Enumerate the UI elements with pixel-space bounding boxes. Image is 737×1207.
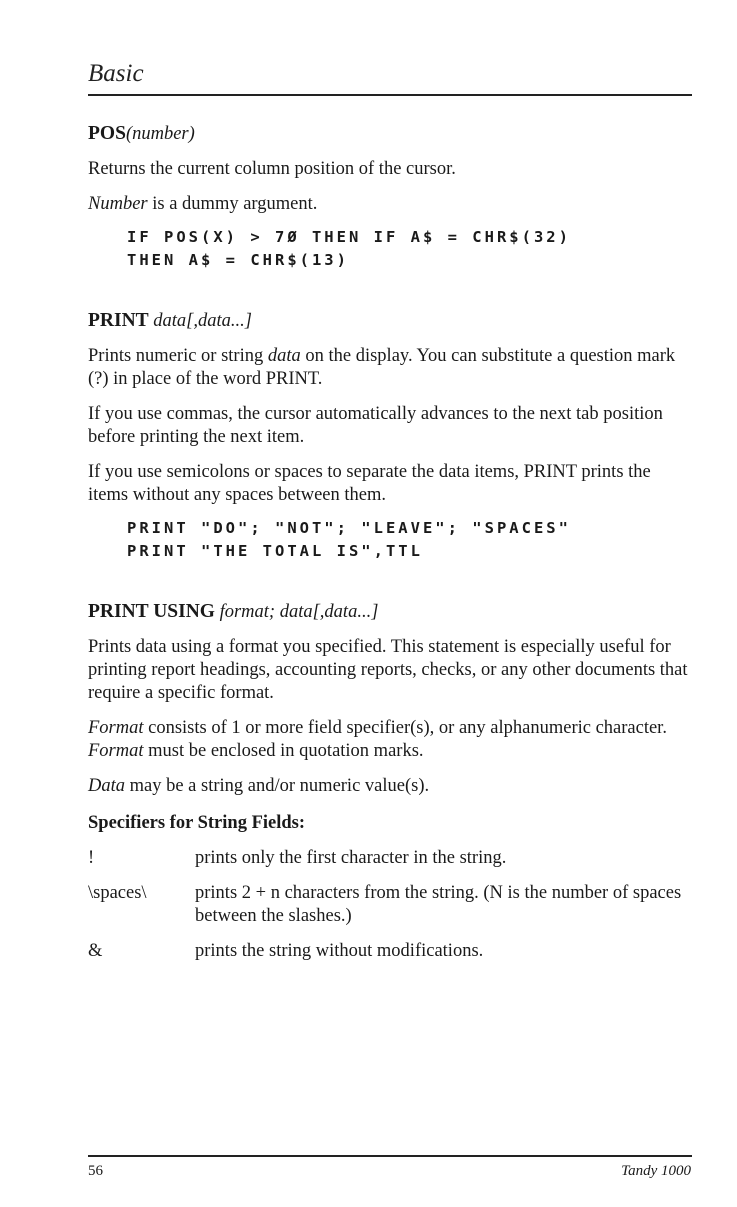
print-paragraph-3: If you use semicolons or spaces to separate the data items, PRINT prints the items without any spaces between them. — [88, 462, 651, 505]
specifier-description: prints the string without modifications. — [195, 941, 484, 961]
print-heading: PRINT data[,data...] — [88, 310, 252, 331]
footer-rule — [88, 1155, 692, 1157]
print-using-paragraph-2: Format consists of 1 or more field specifier(s), or any alphanumeric character. Format must be enclosed in quotation marks. — [88, 718, 667, 761]
pos-code-line-1: IF POS(X) > 7Ø THEN IF A$ = CHR$(32) — [127, 228, 571, 246]
print-code-line-2: PRINT "THE TOTAL IS",TTL — [127, 542, 423, 560]
print-code-line-1: PRINT "DO"; "NOT"; "LEAVE"; "SPACES" — [127, 519, 571, 537]
footer-brand: Tandy 1000 — [621, 1163, 691, 1179]
page-content — [88, 122, 692, 963]
specifier-symbol: \spaces\ — [88, 883, 147, 903]
specifier-row — [88, 847, 692, 870]
page-number: 56 — [88, 1163, 103, 1179]
specifiers-heading: Specifiers for String Fields: — [88, 813, 306, 833]
pos-description: Returns the current column position of the cursor. — [88, 159, 456, 179]
running-head: Basic — [88, 60, 144, 87]
pos-code-line-2: THEN A$ = CHR$(13) — [127, 251, 349, 269]
specifier-row — [88, 882, 692, 928]
specifier-symbol: & — [88, 941, 103, 961]
header-rule — [88, 94, 692, 96]
specifier-row — [88, 940, 692, 963]
print-paragraph-2: If you use commas, the cursor automatically advances to the next tab position before printing the next item. — [88, 404, 663, 447]
pos-heading: POS(number) — [88, 123, 195, 144]
specifier-symbol: ! — [88, 848, 95, 868]
print-paragraph-1: Prints numeric or string data on the display. You can substitute a question mark (?) in place of the word PRINT. — [88, 346, 676, 389]
specifier-description: prints 2 + n characters from the string. (N is the number of spaces between the slashes.) — [195, 883, 682, 926]
pos-arg-note: Number is a dummy argument. — [88, 194, 318, 214]
print-using-paragraph-3: Data may be a string and/or numeric value(s). — [88, 776, 430, 796]
print-using-heading: PRINT USING format; data[,data...] — [88, 601, 379, 622]
print-using-paragraph-1: Prints data using a format you specified. This statement is especially useful for printing report headings, accounting reports, checks, or any other documents that require a specific format. — [88, 637, 688, 703]
specifier-description: prints only the first character in the string. — [195, 848, 507, 868]
